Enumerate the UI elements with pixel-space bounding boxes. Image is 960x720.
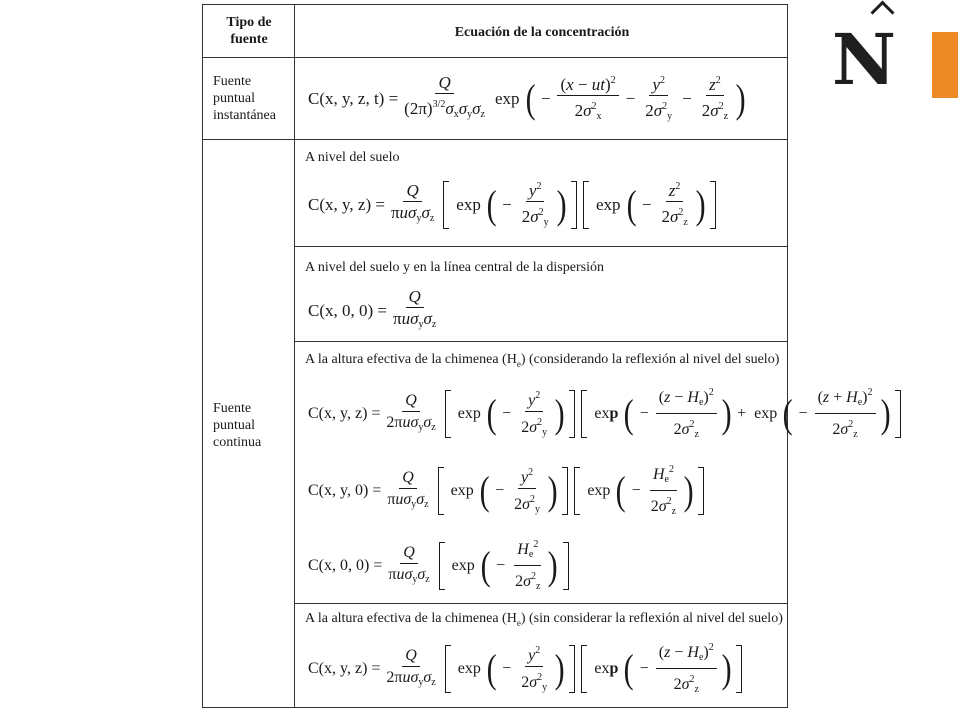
eq5-lhs: C(x, y, 0) =: [308, 481, 382, 499]
eq7-lhs: C(x, y, z) =: [308, 659, 381, 677]
row-label-continua: Fuente puntual continua: [213, 401, 262, 450]
eq3-lhs: C(x, 0, 0) =: [308, 300, 387, 320]
header-ecuacion: Ecuación de la concentración: [454, 25, 630, 40]
subtitle-altura-sin-reflexion: A la altura efectiva de la chimenea $(H_e)$ (sin considerar la reflexión al nivel del suelo): [305, 611, 783, 628]
subrow2-divider: [294, 341, 787, 342]
header-tipo-fuente: Tipo de fuente: [226, 15, 272, 47]
equation-altura-con-reflexion: C(x, y, z) = $\frac{Q}{\text{2πuσyσz}}$ exp ( − $\frac{y^2}{2\sigma^2y}$ ) exp ( − $\frac{(z - He)^2}{2\sigma^2z}$ ) + exp ( − $\frac{(z + He)^2}{2\sigma^2z}$ ): [308, 383, 904, 444]
equation-linea-central: C(x, 0, 0) = $\frac{Q}{\text{πuσyσz}}$: [308, 287, 437, 330]
eq2-lhs: C(x, y, z) =: [308, 194, 385, 214]
equation-nivel-suelo-y0: C(x, y, 0) = $\frac{Q}{\text{πuσyσz}}$ exp ( − $\frac{y^2}{2\sigma^2y}$ ) exp ( − $\frac{He^2}{2\sigma^2z}$ ): [308, 460, 707, 521]
brand-logo: [832, 4, 958, 104]
column-divider: [294, 5, 295, 707]
row-label-instantanea: Fuente puntual instantánea: [213, 74, 276, 123]
subtitle-linea-central: A nivel del suelo y en la línea central de la dispersión: [305, 260, 604, 275]
eq4-lhs: C(x, y, z) =: [308, 404, 381, 422]
header-divider: [203, 57, 787, 58]
subtitle-altura-con-reflexion: A la altura efectiva de la chimenea $(H_e)$ (considerando la reflexión al nivel del suelo): [305, 352, 780, 369]
subrow1-divider: [294, 246, 787, 247]
subrow3-divider: [294, 603, 787, 604]
equation-nivel-suelo: C(x, y, z) = $\frac{Q}{\text{πuσyσz}}$ exp ( − $\frac{y^2}{2\sigma^2y}$ ) exp ( − $\frac{z^2}{2\sigma^2z}$ ): [308, 177, 719, 232]
equation-linea-central-altura: C(x, 0, 0) = $\frac{Q}{\text{πuσyσz}}$ exp ( − $\frac{He^2}{2\sigma^2z}$ ): [308, 535, 572, 596]
logo-orange-bar: [932, 32, 958, 98]
logo-letter: N: [832, 18, 896, 101]
equation-altura-sin-reflexion: C(x, y, z) = $\frac{Q}{\text{2πuσyσz}}$ exp ( − $\frac{y^2}{2\sigma^2y}$ ) exp ( − $\frac{(z - He)^2}{2\sigma^2z}$ ): [308, 638, 745, 699]
row1-divider: [203, 139, 787, 140]
eq6-lhs: C(x, 0, 0) =: [308, 556, 383, 574]
eq1-lhs: C(x, y, z, t) =: [308, 88, 399, 108]
subtitle-nivel-suelo: A nivel del suelo: [305, 150, 400, 165]
concentration-table: [202, 4, 891, 708]
equation-instantanea: C(x, y, z, t) = $\frac{Q}{(2\pi)^{3/2}\sigma x\sigma y\sigma z}$ exp ( − $\frac{(x - ut)^2}{2\sigma^2x}$ − $\frac{y^2}{2\sigma^2y}$ − $\frac{z^2}{2\sigma^2z}$ ): [308, 73, 746, 122]
